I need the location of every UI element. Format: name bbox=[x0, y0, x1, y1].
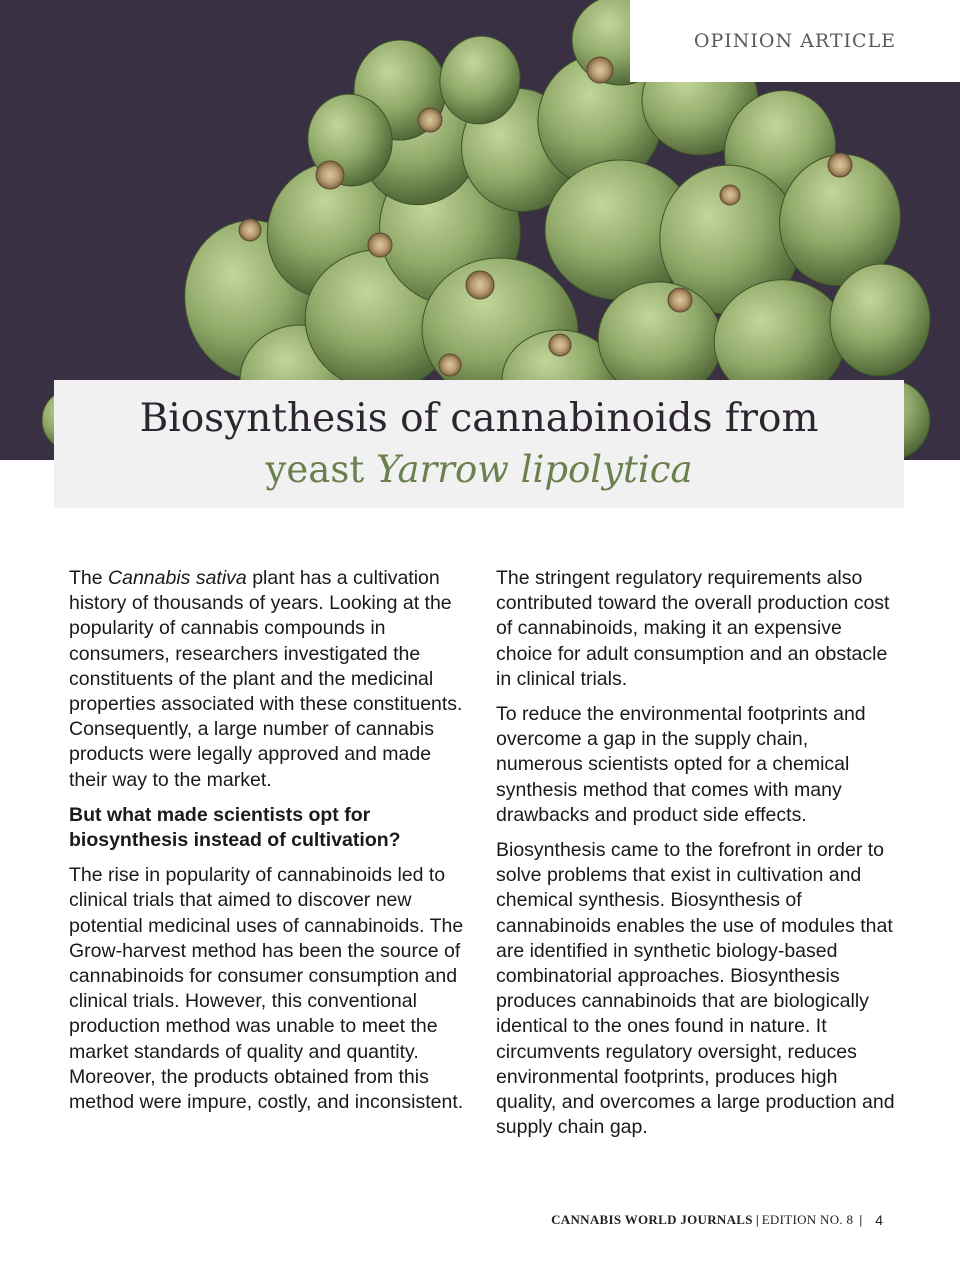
title-prefix: yeast bbox=[265, 448, 376, 491]
publication-name: CANNABIS WORLD JOURNALS bbox=[551, 1212, 753, 1227]
bud-scar bbox=[239, 219, 261, 241]
right-column bbox=[496, 566, 896, 1150]
title-line-1: Biosynthesis of cannabinoids from bbox=[139, 396, 819, 441]
bud-scar bbox=[368, 233, 392, 257]
bud-scar bbox=[828, 153, 852, 177]
bud-scar bbox=[466, 271, 494, 299]
bud-scar bbox=[316, 161, 344, 189]
intro-prefix: The bbox=[69, 567, 109, 589]
left-column bbox=[69, 566, 469, 1125]
intro-species: Cannabis sativa bbox=[108, 567, 247, 589]
section-question: But what made scientists opt for biosynthesis instead of cultivation? bbox=[69, 803, 401, 852]
paragraph-regulatory: The stringent regulatory requirements also contributed toward the overall production cost of cannabinoids, making it an expensive choice for adult consumption and an obstacle in clinical trials. bbox=[496, 567, 890, 690]
page-footer bbox=[551, 1212, 883, 1228]
paragraph-biosynthesis: Biosynthesis came to the forefront in order to solve problems that exist in cultivation and chemical synthesis. Biosynthesis of cannabinoids enables the use of modules that are identified in synthetic biology-based combinatorial approaches. Biosynthesis produces cannabinoids that are biologically identical to the ones found in nature. It circumvents regulatory oversight, reduces environmental footprints, produces high quality, and overcomes a large production and supply chain gap. bbox=[496, 839, 895, 1139]
paragraph-intro bbox=[69, 566, 469, 793]
edition-label: EDITION NO. 8 bbox=[761, 1212, 854, 1227]
paragraph-clinical: The rise in popularity of cannabinoids led to clinical trials that aimed to discover new potential medicinal uses of cannabinoids. The Grow-harvest method has been the source of cannabinoids for consumer consumption and clinical trials. However, this conventional production method was unable to meet the market standards of quality and quantity. Moreover, the products obtained from this method were impure, costly, and inconsistent. bbox=[69, 864, 464, 1114]
bud-scar bbox=[439, 354, 461, 376]
bud-scar bbox=[587, 57, 613, 83]
page-separator: | bbox=[859, 1212, 863, 1227]
title-species: Yarrow lipolytica bbox=[375, 448, 693, 491]
footer-separator: | bbox=[755, 1212, 759, 1227]
intro-rest: plant has a cultivation history of thousands of years. Looking at the popularity of cannabis compounds in consumers, researchers investigated the constituents of the plant and the medicinal properties associated with these constituents. Consequently, a large number of cannabis products were legally approved and made their way to the market. bbox=[69, 567, 463, 791]
bud-scar bbox=[668, 288, 692, 312]
paragraph-chemical: To reduce the environmental footprints and overcome a gap in the supply chain, numerous scientists opted for a chemical synthesis method that comes with many drawbacks and product side effects. bbox=[496, 703, 866, 826]
page-number: 4 bbox=[875, 1212, 883, 1228]
bud-scar bbox=[720, 185, 740, 205]
article-type-text: OPINION ARTICLE bbox=[693, 30, 897, 52]
article-type-label bbox=[630, 0, 960, 82]
title-panel bbox=[54, 380, 904, 508]
bud-scar bbox=[549, 334, 571, 356]
title-line-2 bbox=[54, 444, 904, 496]
bud-scar bbox=[418, 108, 442, 132]
